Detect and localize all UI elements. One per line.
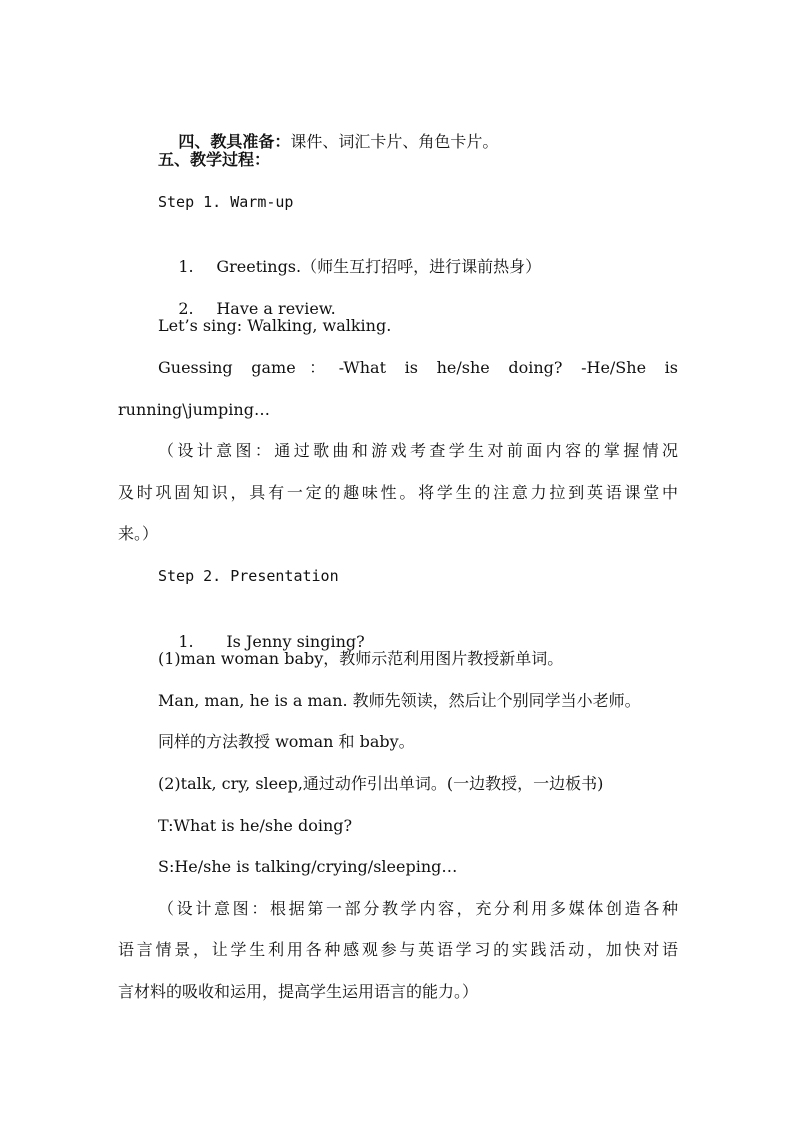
guessing-game-line-2: running\jumping… [118, 400, 270, 419]
design-intent-2-line-2: 语言情景，让学生利用各种感观参与英语学习的实践活动，加快对语 [118, 940, 678, 959]
design-intent-1-line-3: 来。） [118, 524, 159, 543]
list-number: 2. [178, 299, 194, 318]
section-4-text: 课件、词汇卡片、角色卡片。 [290, 132, 499, 151]
dialog-student: S:He/she is talking/crying/sleeping… [158, 857, 458, 876]
design-intent-2-line-3: 言材料的吸收和运用，提高学生运用语言的能力。） [118, 982, 479, 1001]
list-text: Greetings.（师生互打招呼，进行课前热身） [216, 257, 542, 276]
design-intent-1-line-2: 及时巩固知识，具有一定的趣味性。将学生的注意力拉到英语课堂中 [118, 483, 678, 502]
section-5-heading: 五、教学过程： [158, 150, 271, 169]
step-2-title: Step 2. Presentation [158, 567, 339, 585]
list-number: 1. [178, 257, 194, 276]
design-intent-2-line-1: （设计意图：根据第一部分教学内容，充分利用多媒体创造各种 [158, 899, 678, 918]
step-1-title: Step 1. Warm-up [158, 193, 294, 211]
dialog-teacher: T:What is he/she doing? [158, 816, 353, 835]
list-number: 1. [178, 632, 194, 651]
list-text: Is Jenny singing? [226, 632, 365, 651]
sing-line: Let’s sing: Walking, walking. [158, 316, 392, 335]
sub-item-2: (2)talk, cry, sleep,通过动作引出单词。(一边教授，一边板书) [158, 774, 604, 793]
sub-item-1-same-method: 同样的方法教授 woman 和 baby。 [158, 732, 415, 751]
list-text: Have a review. [216, 299, 336, 318]
design-intent-1-line-1: （设计意图：通过歌曲和游戏考查学生对前面内容的掌握情况 [158, 441, 678, 460]
guessing-game-line-1: Guessing game：-What is he/she doing? -He/She is [158, 358, 678, 377]
sub-item-1: (1)man woman baby，教师示范利用图片教授新单词。 [158, 649, 564, 668]
sub-item-1-detail: Man, man, he is a man. 教师先领读，然后让个别同学当小老师。 [158, 691, 641, 710]
section-4-heading: 四、教具准备： [178, 132, 291, 151]
